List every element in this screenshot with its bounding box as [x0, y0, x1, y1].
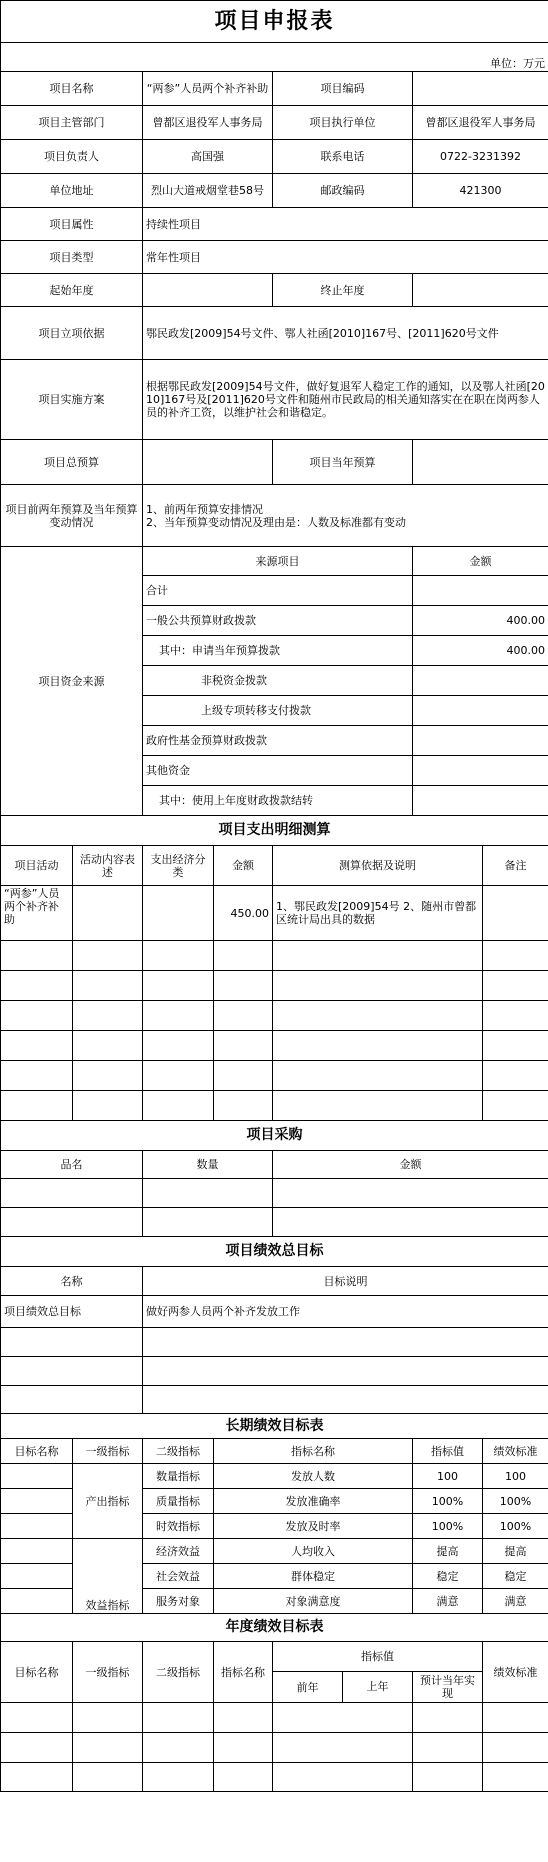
expense-empty-row	[1, 1031, 548, 1061]
long-term-std: 提高	[483, 1539, 548, 1564]
basis-value: 鄂民政发[2009]54号文件、鄂人社函[2010]167号、[2011]620号文件	[143, 307, 548, 360]
long-term-l2: 质量指标	[143, 1489, 214, 1514]
long-term-name: 人均收入	[214, 1539, 413, 1564]
dept-value: 曾都区退役军人事务局	[143, 106, 273, 140]
project-code-value	[413, 72, 548, 106]
phone-label: 联系电话	[273, 140, 413, 174]
long-term-name: 群体稳定	[214, 1564, 413, 1589]
start-year-value	[143, 274, 273, 307]
funding-row-amount: 400.00	[413, 606, 548, 636]
project-name-value: “两参”人员两个补齐补助	[143, 72, 273, 106]
exec-unit-value: 曾都区退役军人事务局	[413, 106, 548, 140]
year-budget-value	[413, 440, 548, 485]
long-term-header: 指标名称	[214, 1439, 413, 1464]
long-term-value: 提高	[413, 1539, 483, 1564]
perf-total-name: 项目绩效总目标	[1, 1296, 143, 1328]
long-term-name: 对象满意度	[214, 1589, 413, 1614]
annual-header-prev: 前年	[296, 1680, 319, 1694]
address-label: 单位地址	[1, 174, 143, 208]
leader-value: 高国强	[143, 140, 273, 174]
expense-empty-row	[1, 1091, 548, 1121]
zip-label: 邮政编码	[273, 174, 413, 208]
expense-empty-row	[1, 1001, 548, 1031]
type-value: 常年性项目	[143, 241, 548, 274]
long-term-group-output: 产出指标	[73, 1464, 143, 1539]
funding-row-name: 政府性基金预算财政拨款	[143, 726, 413, 756]
funding-row-name: 其中：申请当年预算拨款	[143, 636, 413, 666]
plan-value: 根据鄂民政发[2009]54号文件，做好复退军人稳定工作的通知，以及鄂人社函[2010]167号及[2011]620号文件和随州市民政局的相关通知落实在在职在岗两参人员的补齐工资，以维护社会和谐稳定。	[143, 360, 548, 440]
long-term-name: 发放人数	[214, 1464, 413, 1489]
long-term-l2: 社会效益	[143, 1564, 214, 1589]
funding-row-name: 其中：使用上年度财政拨款结转	[143, 786, 413, 816]
funding-row-amount	[413, 696, 548, 726]
expense-note	[483, 886, 548, 941]
purchase-empty-row	[1, 1179, 548, 1208]
address-value: 烈山大道戒烟堂巷58号	[143, 174, 273, 208]
perf-total-empty-row	[1, 1357, 548, 1386]
funding-row-name: 一般公共预算财政拨款	[143, 606, 413, 636]
long-term-value: 稳定	[413, 1564, 483, 1589]
annual-header-last: 上年	[342, 1672, 412, 1702]
long-term-std: 100	[483, 1464, 548, 1489]
exec-unit-label: 项目执行单位	[273, 106, 413, 140]
long-term-value: 100%	[413, 1489, 483, 1514]
annual-header-std: 绩效标准	[483, 1642, 548, 1703]
long-term-target-cell	[1, 1564, 73, 1589]
annual-section-title: 年度绩效目标表	[1, 1614, 548, 1642]
expense-header: 金额	[214, 846, 273, 886]
purchase-header: 品名	[1, 1151, 143, 1179]
phone-value: 0722-3231392	[413, 140, 548, 174]
long-term-l2: 经济效益	[143, 1539, 214, 1564]
funding-row-amount	[413, 726, 548, 756]
leader-label: 项目负责人	[1, 140, 143, 174]
budget-change-line-1: 1、前两年预算安排情况	[146, 502, 263, 516]
annual-empty-row	[1, 1733, 548, 1763]
perf-total-section-title: 项目绩效总目标	[1, 1237, 548, 1267]
end-year-value	[413, 274, 548, 307]
long-term-target-cell	[1, 1539, 73, 1564]
long-term-value: 100%	[413, 1514, 483, 1539]
basis-label: 项目立项依据	[1, 307, 143, 360]
page-title: 项目申报表	[1, 1, 548, 43]
unit-label: 单位：万元	[1, 43, 548, 72]
funding-amount-header: 金额	[413, 547, 548, 576]
type-label: 项目类型	[1, 241, 143, 274]
budget-change-line-2: 2、当年预算变动情况及理由是：人数及标准都有变动	[146, 515, 406, 529]
expense-basis: 1、鄂民政发[2009]54号 2、随州市曾都区统计局出具的数据	[273, 886, 483, 941]
project-name-label: 项目名称	[1, 72, 143, 106]
funding-source-header: 来源项目	[143, 547, 413, 576]
expense-header: 项目活动	[1, 846, 73, 886]
long-term-header: 指标值	[413, 1439, 483, 1464]
attr-label: 项目属性	[1, 208, 143, 241]
plan-label: 项目实施方案	[1, 360, 143, 440]
funding-row-amount	[413, 786, 548, 816]
long-term-section-title: 长期绩效目标表	[1, 1414, 548, 1439]
long-term-l2: 时效指标	[143, 1514, 214, 1539]
purchase-header: 金额	[273, 1151, 548, 1179]
long-term-target-cell	[1, 1589, 73, 1614]
funding-row-name: 合计	[143, 576, 413, 606]
expense-empty-row	[1, 971, 548, 1001]
annual-header-name: 指标名称	[214, 1642, 273, 1703]
expense-desc	[73, 886, 143, 941]
perf-total-empty-row	[1, 1328, 548, 1357]
expense-amount: 450.00	[214, 886, 273, 941]
annual-header-l2: 二级指标	[143, 1642, 214, 1703]
zip-value: 421300	[413, 174, 548, 208]
funding-row-amount	[413, 756, 548, 786]
long-term-header: 一级指标	[73, 1439, 143, 1464]
funding-row-amount	[413, 576, 548, 606]
annual-header-l1: 一级指标	[73, 1642, 143, 1703]
total-budget-value	[143, 440, 273, 485]
expense-header: 活动内容表述	[73, 846, 143, 886]
budget-change-value	[143, 485, 548, 547]
annual-header-expect: 预计当年实现	[413, 1672, 483, 1703]
perf-total-empty-row	[1, 1386, 548, 1414]
long-term-target-cell	[1, 1489, 73, 1514]
long-term-target-cell	[1, 1464, 73, 1489]
funding-row-name: 其他资金	[143, 756, 413, 786]
expense-section-title: 项目支出明细测算	[1, 816, 548, 846]
total-budget-label: 项目总预算	[1, 440, 143, 485]
end-year-label: 终止年度	[273, 274, 413, 307]
funding-label: 项目资金来源	[1, 547, 143, 816]
expense-activity: “两参”人员两个补齐补助	[1, 886, 73, 941]
annual-subheader-group	[273, 1672, 413, 1703]
expense-empty-row	[1, 1061, 548, 1091]
long-term-std: 100%	[483, 1489, 548, 1514]
long-term-value: 满意	[413, 1589, 483, 1614]
long-term-l2: 服务对象	[143, 1589, 214, 1614]
funding-row-amount	[413, 666, 548, 696]
expense-header: 测算依据及说明	[273, 846, 483, 886]
perf-total-desc: 做好两参人员两个补齐发放工作	[143, 1296, 548, 1328]
expense-class	[143, 886, 214, 941]
long-term-value: 100	[413, 1464, 483, 1489]
annual-header-target: 目标名称	[1, 1642, 73, 1703]
long-term-header: 二级指标	[143, 1439, 214, 1464]
annual-empty-row	[1, 1703, 548, 1733]
perf-total-desc-header: 目标说明	[143, 1267, 548, 1296]
expense-empty-row	[1, 941, 548, 971]
funding-row-name: 非税资金拨款	[143, 666, 413, 696]
annual-header-value: 指标值	[273, 1642, 483, 1672]
project-code-label: 项目编码	[273, 72, 413, 106]
expense-header: 支出经济分类	[143, 846, 214, 886]
attr-value: 持续性项目	[143, 208, 548, 241]
start-year-label: 起始年度	[1, 274, 143, 307]
dept-label: 项目主管部门	[1, 106, 143, 140]
long-term-group-benefit: 效益指标	[73, 1539, 143, 1614]
long-term-std: 稳定	[483, 1564, 548, 1589]
expense-header: 备注	[483, 846, 548, 886]
annual-empty-row	[1, 1763, 548, 1792]
long-term-name: 发放准确率	[214, 1489, 413, 1514]
purchase-header: 数量	[143, 1151, 273, 1179]
long-term-name: 发放及时率	[214, 1514, 413, 1539]
long-term-std: 满意	[483, 1589, 548, 1614]
long-term-target-cell	[1, 1514, 73, 1539]
year-budget-label: 项目当年预算	[273, 440, 413, 485]
perf-total-name-header: 名称	[1, 1267, 143, 1296]
long-term-header: 目标名称	[1, 1439, 73, 1464]
long-term-std: 100%	[483, 1514, 548, 1539]
purchase-section-title: 项目采购	[1, 1121, 548, 1151]
long-term-l2: 数量指标	[143, 1464, 214, 1489]
funding-row-amount: 400.00	[413, 636, 548, 666]
purchase-empty-row	[1, 1208, 548, 1237]
budget-change-label: 项目前两年预算及当年预算变动情况	[1, 485, 143, 547]
long-term-header: 绩效标准	[483, 1439, 548, 1464]
funding-row-name: 上级专项转移支付拨款	[143, 696, 413, 726]
